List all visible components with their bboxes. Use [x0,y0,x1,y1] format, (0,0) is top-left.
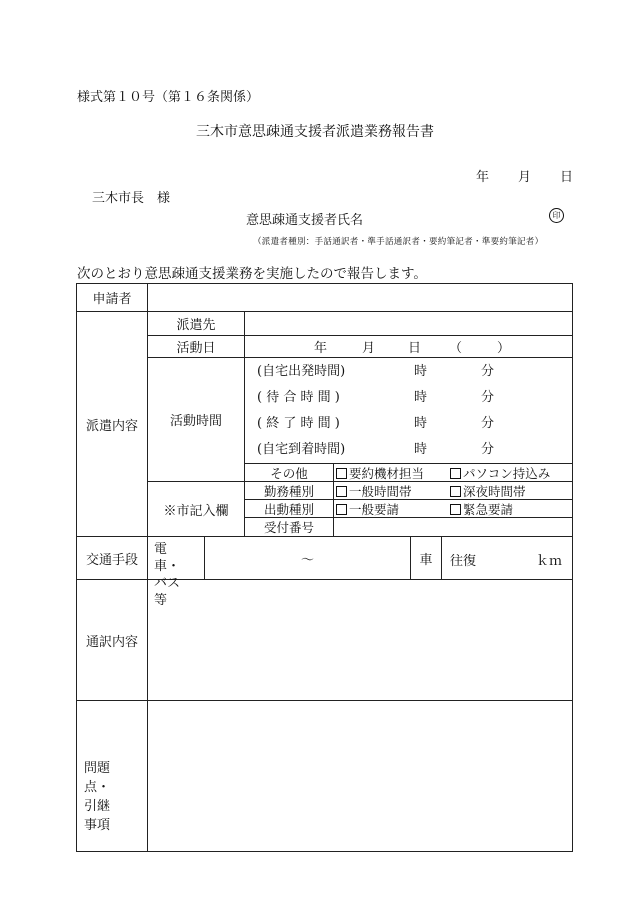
time-minute-departure[interactable]: 分 [481,364,495,379]
time-minute-waiting[interactable]: 分 [481,390,495,405]
interpretation-content-label: 通訳内容 [85,634,138,650]
issues-field[interactable] [148,701,572,851]
checkbox-urgent-request[interactable]: 緊急要請 [450,500,513,518]
checkbox-night-hours[interactable]: 深夜時間帯 [450,482,526,500]
reception-number-field[interactable] [334,518,572,536]
activity-date-year: 年 [314,341,328,356]
km-unit: ｋｍ [536,554,563,569]
destination-field[interactable] [245,312,572,335]
date-year: 年 [476,170,490,185]
time-label-waiting: ( 待 合 時 間 ) [257,390,340,405]
weekday-open: （ [449,341,463,356]
supporter-type-note: （派遣者種別：手話通訳者・準手話通訳者・要約筆記者・準要約筆記者） [253,237,544,247]
destination-label: 派遣先 [176,318,216,333]
other-label: その他 [270,465,308,481]
seal-mark: 印 [549,208,564,223]
intro-text: 次のとおり意思疎通支援業務を実施したので報告します。 [77,266,427,282]
time-label-departure: (自宅出発時間) [257,364,346,379]
dispatch-content-label: 派遣内容 [85,418,138,434]
work-type-label: 勤務種別 [263,483,314,499]
checkbox-pc-carry[interactable]: パソコン持込み [450,464,550,482]
transport-label: 交通手段 [85,552,138,568]
car-label: 車 [419,552,433,568]
time-hour-end[interactable]: 時 [414,416,428,431]
dispatch-type-label: 出動種別 [263,501,314,517]
time-label-end: ( 終 了 時 間 ) [257,416,340,431]
supporter-name-label: 意思疎通支援者氏名 [246,213,364,228]
transport-tilde[interactable]: ～ [300,552,314,568]
reception-number-label: 受付番号 [263,520,314,535]
applicant-label: 申請者 [92,292,132,307]
date-day: 日 [560,170,574,185]
applicant-field[interactable] [148,284,572,311]
activity-date-label: 活動日 [176,341,216,356]
time-hour-waiting[interactable]: 時 [414,390,428,405]
date-month: 月 [518,170,532,185]
form-number: 様式第１０号（第１６条関係） [77,90,260,105]
time-hour-departure[interactable]: 時 [414,364,428,379]
city-section-label: ※市記入欄 [163,503,229,519]
checkbox-summary-equipment[interactable]: 要約機材担当 [336,464,424,482]
activity-time-label: 活動時間 [169,414,222,429]
train-bus-label: 電車・ バス等 [154,542,181,608]
checkbox-normal-hours[interactable]: 一般時間帯 [336,482,412,500]
activity-date-month: 月 [362,341,376,356]
time-minute-arrival[interactable]: 分 [481,442,495,457]
col-line [441,536,442,579]
time-minute-end[interactable]: 分 [481,416,495,431]
interpretation-content-field[interactable] [148,580,572,700]
addressee: 三木市長 様 [92,191,171,206]
issues-label: 問題点・ 引継事項 [84,761,111,833]
weekday-close: ） [497,341,511,356]
supporter-name-line[interactable] [246,209,566,228]
activity-date-field[interactable] [245,336,572,357]
activity-date-day: 日 [408,341,422,356]
table-border-right [572,283,573,852]
table-border-bottom [76,851,573,852]
checkbox-normal-request[interactable]: 一般要請 [336,500,399,518]
form-title: 三木市意思疎通支援者派遣業務報告書 [196,124,434,140]
time-hour-arrival[interactable]: 時 [414,442,428,457]
time-label-arrival: (自宅到着時間) [257,442,346,457]
round-trip-label: 往復 [450,554,477,569]
